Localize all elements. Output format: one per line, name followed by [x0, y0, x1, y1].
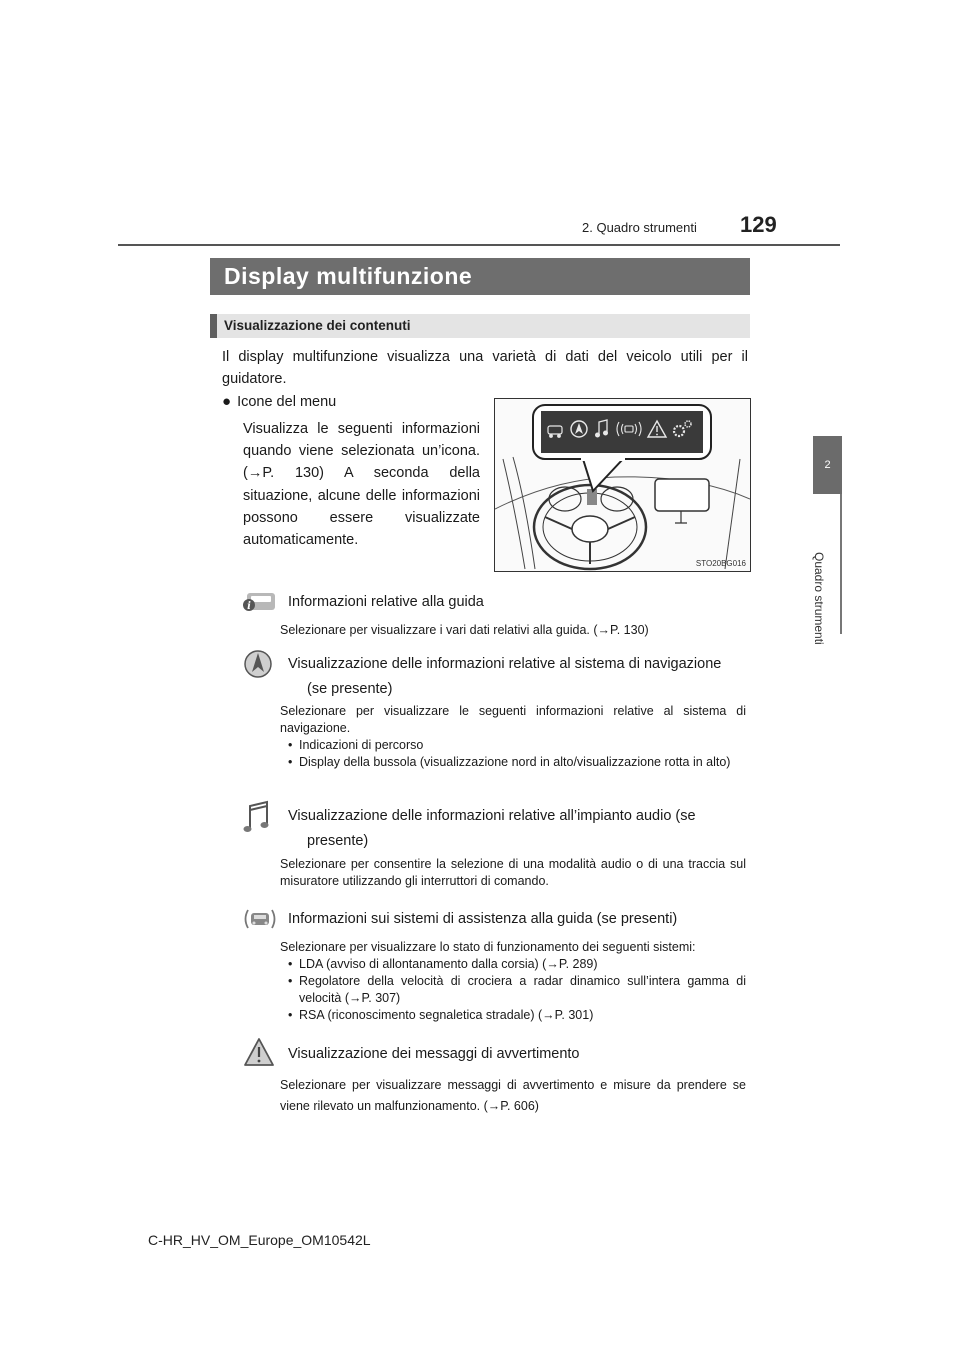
header-divider	[118, 244, 840, 246]
item-title-driving-assist: Informazioni sui sistemi di assistenza alla guida (se presenti)	[288, 911, 678, 927]
side-divider	[840, 494, 842, 634]
chapter-tab-label: Quadro strumenti	[812, 552, 826, 645]
item-body-navigation	[280, 703, 746, 771]
list-item: • Regolatore della velocità di crociera a radar dinamico sull’intera gamma di velocità (→P. 307)	[280, 973, 746, 1007]
item-body-warning: Selezionare per visualizzare messaggi di avvertimento e misure da prendere se viene rilevato un malfunzionamento. (→P. 606)	[280, 1078, 746, 1113]
item-body-driving-info: Selezionare per visualizzare i vari dati relativi alla guida. (→P. 130)	[280, 623, 649, 637]
item-body-driving-assist	[280, 939, 746, 1024]
item-title-warning: Visualizzazione dei messaggi di avvertimento	[288, 1046, 580, 1062]
figure-code: STO20BG016	[695, 559, 746, 568]
navigation-icon	[243, 648, 273, 685]
bullet-title: Icone del menu	[237, 394, 337, 410]
item-title-navigation-line2: (se presente)	[307, 681, 393, 697]
item-title-navigation	[288, 653, 746, 700]
dashboard-illustration	[494, 398, 751, 572]
item-body-driving-assist-text: Selezionare per visualizzare lo stato di funzionamento dei seguenti sistemi:	[280, 940, 696, 954]
svg-text:i: i	[247, 601, 251, 612]
music-icon	[243, 800, 271, 839]
bullet-heading	[222, 393, 336, 410]
page-number: 129	[740, 212, 777, 237]
section-title: Display multifunzione	[224, 263, 473, 289]
driving-assist-icon	[243, 906, 277, 937]
item-title-audio	[288, 805, 746, 852]
item-title-audio-line2: presente)	[307, 833, 369, 849]
section-title-bar	[210, 258, 750, 295]
driving-assist-list	[280, 956, 746, 1024]
car-info-icon	[243, 590, 277, 619]
subsection-marker	[210, 314, 217, 338]
subsection-title: Visualizzazione dei contenuti	[224, 318, 411, 333]
dashboard-svg	[495, 399, 750, 571]
bullet-dot-icon: ●	[222, 393, 232, 410]
document-code: C-HR_HV_OM_Europe_OM10542L	[148, 1232, 371, 1248]
item-body-audio: Selezionare per consentire la selezione di una modalità audio o di una traccia sul misuratore utilizzando gli interruttori di comando.	[280, 857, 746, 888]
subsection-title-bar	[210, 314, 750, 338]
list-item: • RSA (riconoscimento segnaletica stradale) (→P. 301)	[280, 1007, 746, 1024]
item-title-driving-info: Informazioni relative alla guida	[288, 594, 484, 610]
list-item: • LDA (avviso di allontanamento dalla corsia) (→P. 289)	[280, 956, 746, 973]
item-body-navigation-text: Selezionare per visualizzare le seguenti informazioni relative al sistema di navigazione.	[280, 704, 746, 735]
chapter-tab[interactable]: 2	[813, 436, 842, 494]
bullet-body: Visualizza le seguenti informazioni quando viene selezionata un’icona. (→P. 130) A seconda della situazione, alcune delle informazioni possono essere visualizzate automaticamente.	[243, 421, 480, 549]
item-title-audio-line1: Visualizzazione delle informazioni relative all’impianto audio (se	[288, 808, 696, 824]
list-item: • Display della bussola (visualizzazione nord in alto/visualizzazione rotta in alto)	[280, 754, 746, 771]
warning-icon	[243, 1036, 275, 1073]
list-item: • Indicazioni di percorso	[280, 737, 746, 754]
navigation-list	[280, 737, 746, 771]
chapter-heading: 2. Quadro strumenti	[582, 220, 697, 235]
intro-paragraph: Il display multifunzione visualizza una varietà di dati del veicolo utili per il guidatore.	[222, 349, 748, 387]
item-title-navigation-line1: Visualizzazione delle informazioni relative al sistema di navigazione	[288, 656, 722, 672]
